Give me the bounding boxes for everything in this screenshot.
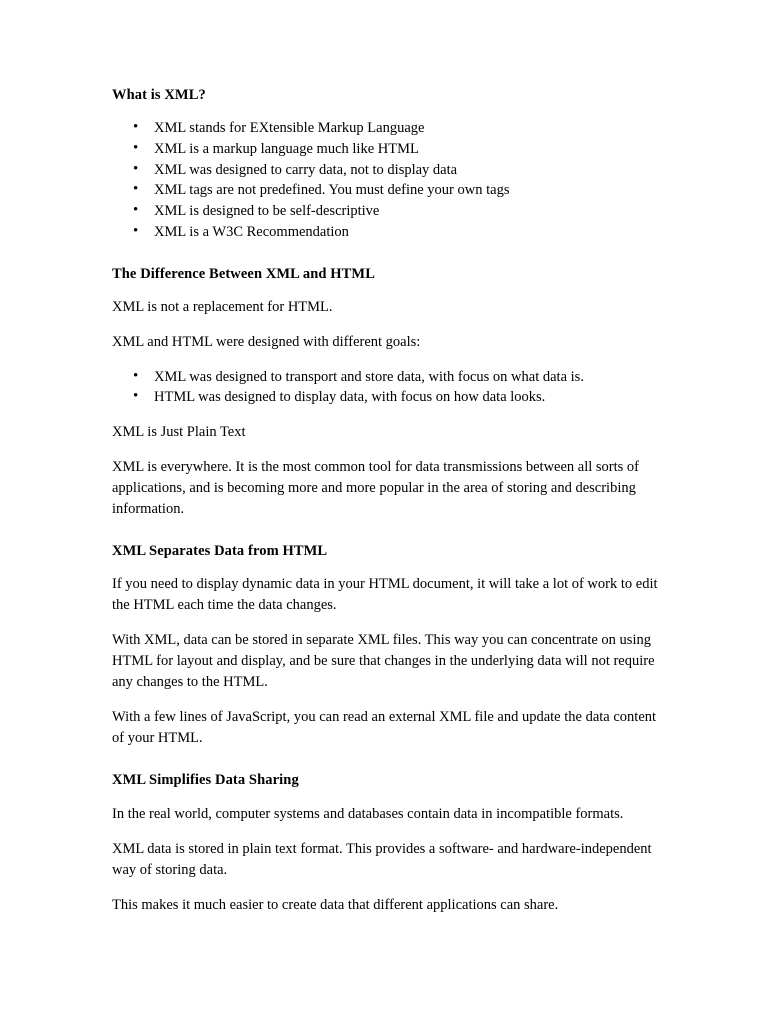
list-item: • HTML was designed to display data, with focus on how data looks. [154, 387, 658, 408]
section-heading-simplifies-sharing: XML Simplifies Data Sharing [112, 772, 299, 789]
list-item: • XML stands for EXtensible Markup Language [154, 118, 658, 139]
paragraph-incompatible-formats: In the real world, computer systems and databases contain data in incompatible formats. [112, 805, 624, 822]
bullet-list-goals [112, 367, 658, 408]
paragraph-just-plain-text: XML is Just Plain Text [112, 424, 246, 441]
list-item: • XML is a markup language much like HTML [154, 139, 658, 160]
paragraph-plain-text-format: XML data is stored in plain text format. This provides a software- and hardware-independent way of storing data. [112, 840, 652, 878]
list-item: • XML is a W3C Recommendation [154, 222, 658, 243]
section-heading-what-is-xml: What is XML? [112, 87, 206, 103]
list-item: • XML was designed to carry data, not to display data [154, 160, 658, 181]
list-item: • XML is designed to be self-descriptive [154, 201, 658, 222]
paragraph-separate-files: With XML, data can be stored in separate XML files. This way you can concentrate on using HTML for layout and display, and be sure that changes in the underlying data will not require any changes to the HTML. [112, 632, 655, 691]
paragraph-easier-sharing: This makes it much easier to create data that different applications can share. [112, 896, 559, 913]
paragraph-different-goals: XML and HTML were designed with different goals: [112, 333, 421, 350]
document-body [112, 86, 658, 916]
section-heading-difference-xml-html: The Difference Between XML and HTML [112, 265, 375, 282]
paragraph-dynamic-data: If you need to display dynamic data in your HTML document, it will take a lot of work to edit the HTML each time the data changes. [112, 576, 658, 614]
list-item: • XML tags are not predefined. You must define your own tags [154, 180, 658, 201]
section-heading-separates-data: XML Separates Data from HTML [112, 543, 328, 560]
bullet-list-xml-facts [112, 118, 658, 242]
list-item: • XML was designed to transport and store data, with focus on what data is. [154, 367, 658, 388]
paragraph-xml-everywhere: XML is everywhere. It is the most common tool for data transmissions between all sorts of applications, and is becoming more and more popular in the area of storing and describing information. [112, 459, 639, 518]
paragraph-javascript-read: With a few lines of JavaScript, you can read an external XML file and update the data content of your HTML. [112, 709, 657, 747]
paragraph-not-replacement: XML is not a replacement for HTML. [112, 298, 333, 315]
